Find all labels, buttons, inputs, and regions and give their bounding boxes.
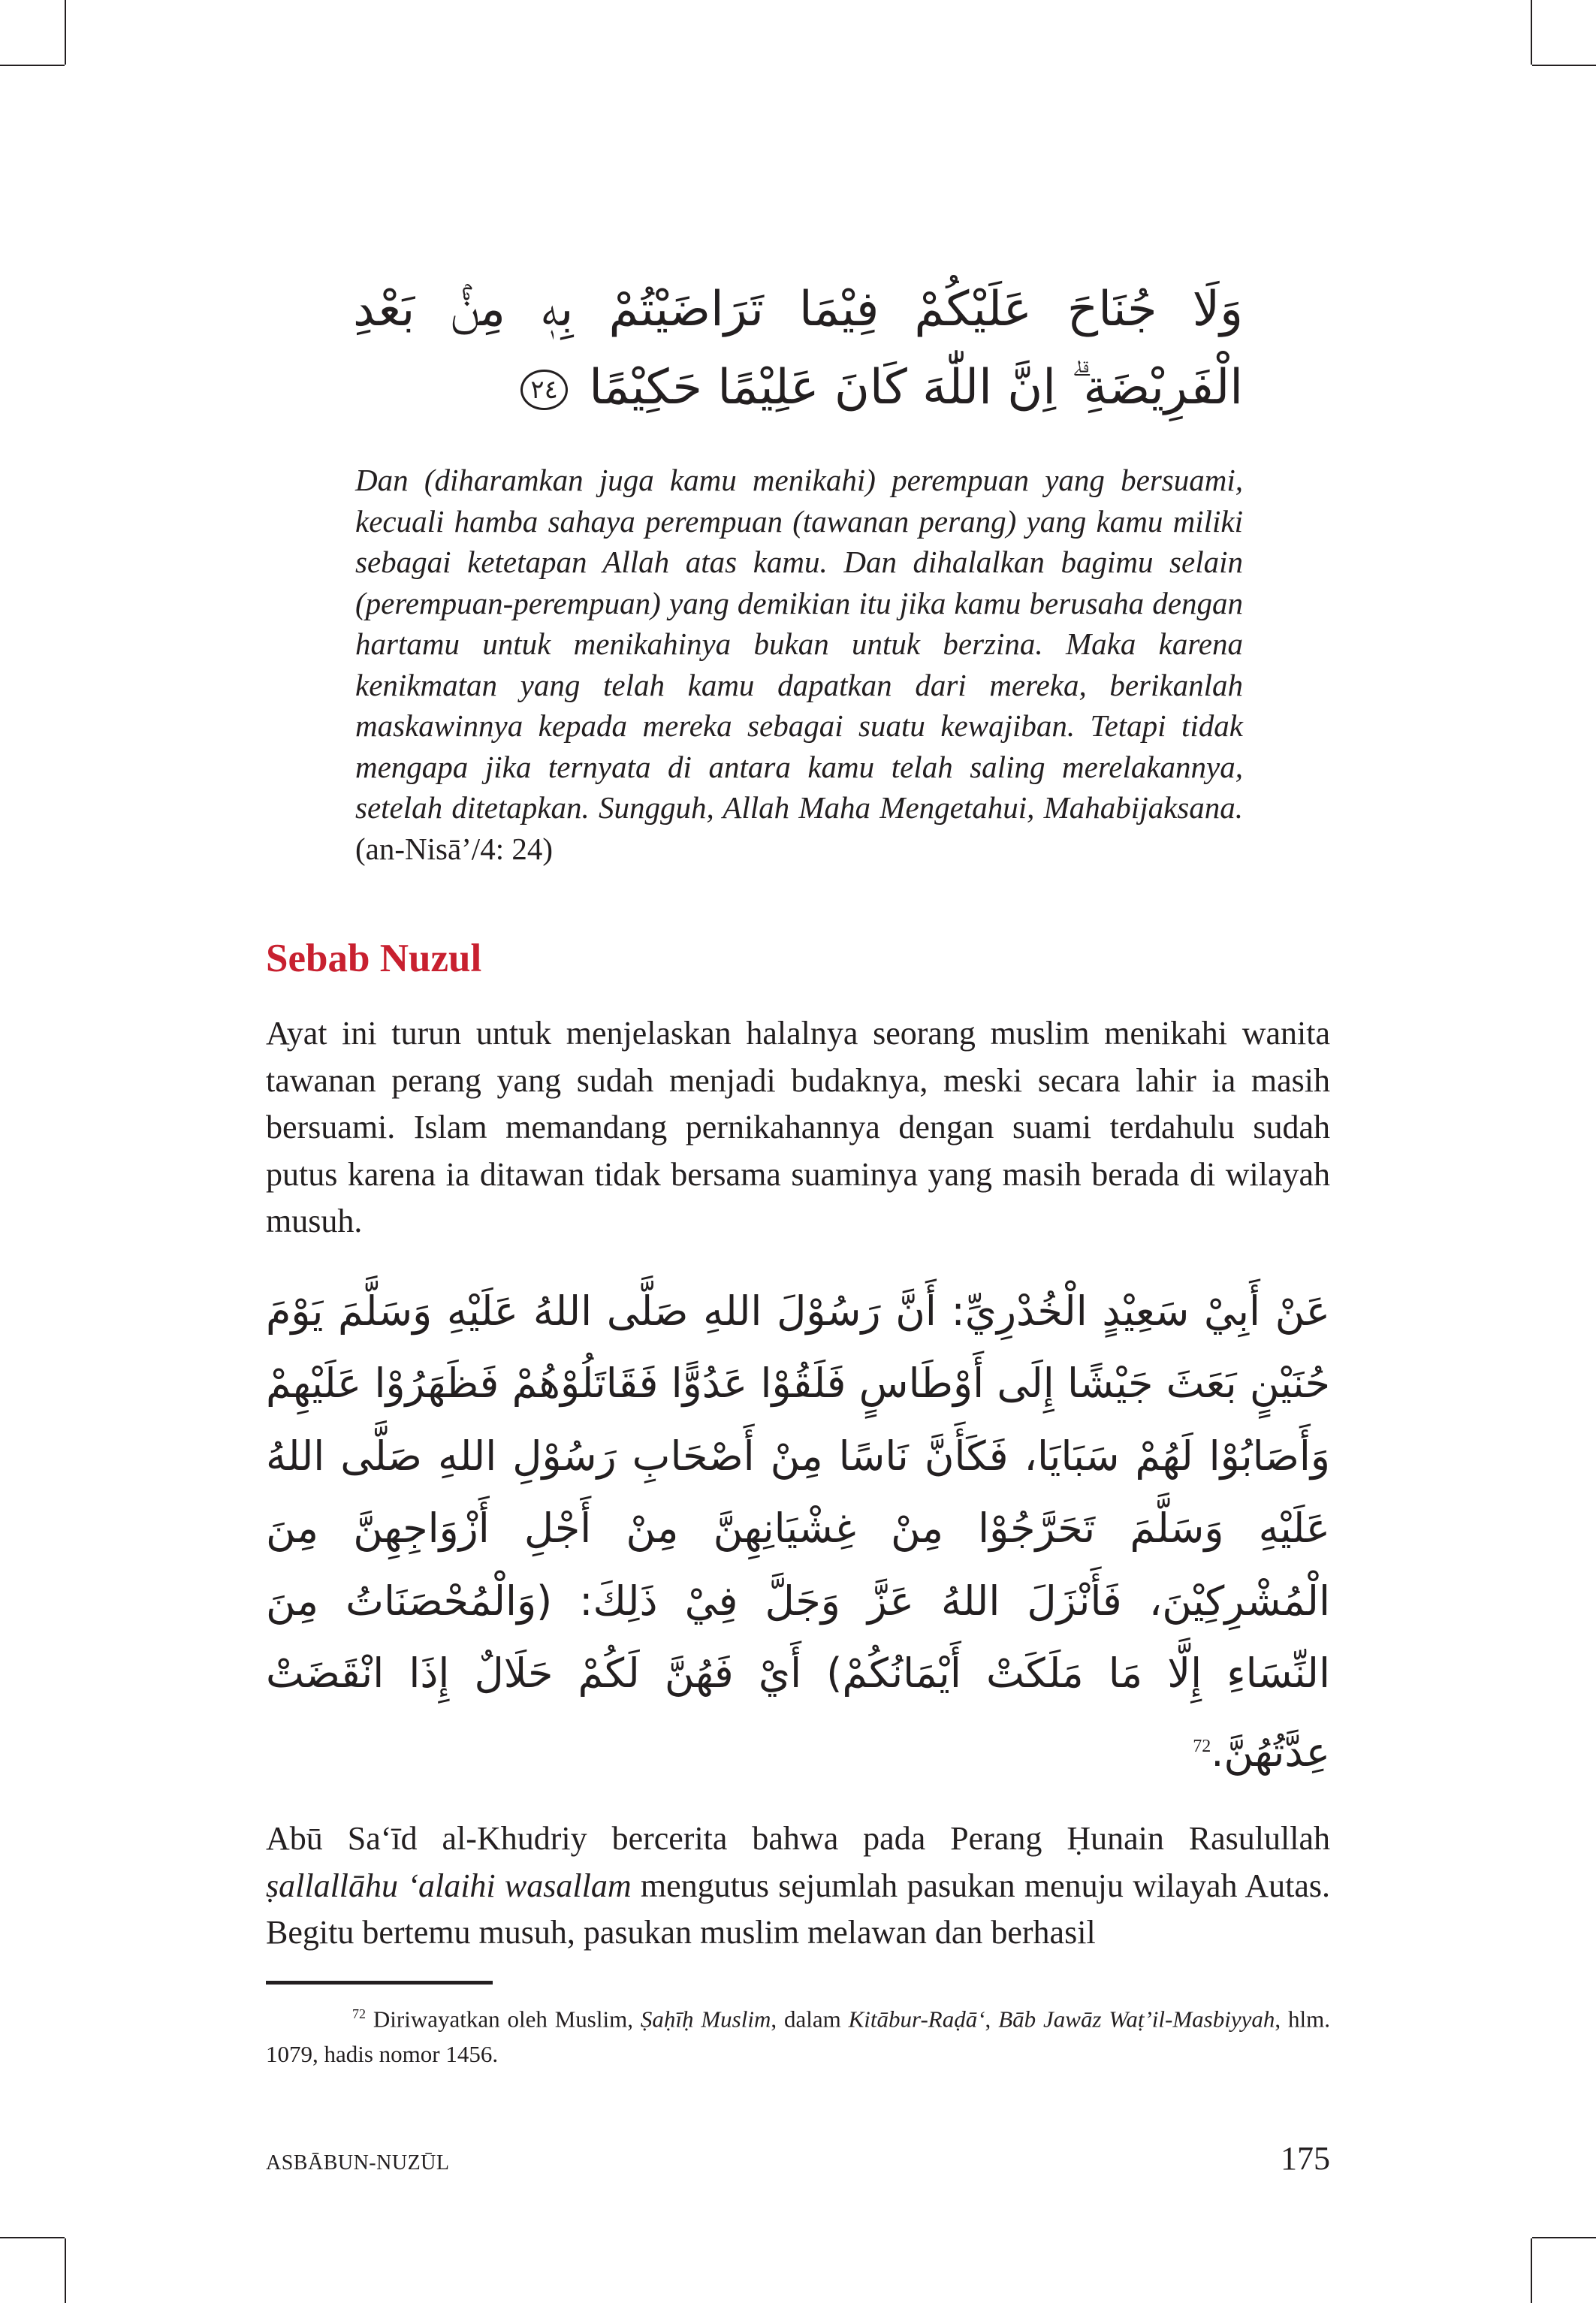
italic-text: Kitābur-Raḍā‘ [848, 2005, 985, 2032]
verse-translation [355, 460, 1243, 869]
body-paragraph [266, 1816, 1330, 1957]
text: , dalam [771, 2005, 849, 2032]
running-head: ASBĀBUN-NUZŪL [266, 2151, 450, 2175]
footnote [266, 1997, 1330, 2072]
ayah-number-icon: ٢٤ [520, 370, 568, 410]
verse-reference: (an-Nisā’/4: 24) [355, 831, 553, 866]
section-heading: Sebab Nuzul [266, 937, 482, 980]
page-footer [266, 2139, 1330, 2178]
footnote-divider [266, 1981, 493, 1985]
footnote-number: 72 [352, 2006, 366, 2021]
text: , hlm. 1079, hadis nomor 1456. [266, 2005, 1330, 2067]
verse-text: وَلَا جُنَاحَ عَلَيْكُمْ فِيْمَا تَرَاضَيْتُمْ بِهٖ مِنْۢ بَعْدِ الْفَرِيْضَةِ ۗ اِنَّ اللّٰهَ كَانَ عَلِيْمًا حَكِيْمًا [353, 282, 1243, 415]
quran-verse [353, 270, 1243, 427]
text: mengutus sejumlah pasukan menuju wilayah Autas. Begitu bertemu musuh, pasukan muslim melawan dan berhasil [266, 1867, 1330, 1951]
footnote-ref[interactable]: 72 [1193, 1736, 1211, 1756]
text: Abū Sa‘īd al-Khudriy bercerita bahwa pada Perang Ḥunain Rasulullah [266, 1820, 1330, 1857]
text: Diriwayatkan oleh Muslim, [366, 2005, 641, 2032]
text: , [985, 2005, 999, 2032]
hadith-arabic: عَنْ أَبِيْ سَعِيْدٍ الْخُدْرِيِّ: أَنَّ رَسُوْلَ اللهِ صَلَّى اللهُ عَلَيْهِ وَسَلَّمَ يَوْمَ حُنَيْنٍ بَعَثَ جَيْشًا إِلَى أَوْطَاسٍ فَلَقُوْا عَدُوًّا فَقَاتَلُوْهُمْ فَظَهَرُوْا عَلَيْهِمْ وَأَصَابُوْا لَهُمْ سَبَايَا، فَكَأَنَّ نَاسًا مِنْ أَصْحَابِ رَسُوْلِ اللهِ صَلَّى اللهُ عَلَيْهِ وَسَلَّمَ تَحَرَّجُوْا مِنْ غِشْيَانِهِنَّ مِنْ أَجْلِ أَزْوَاجِهِنَّ مِنَ الْمُشْرِكِيْنَ، فَأَنْزَلَ اللهُ عَزَّ وَجَلَّ فِيْ ذَلِكَ: (وَالْمُحْصَنَاتُ مِنَ النِّسَاءِ إِلَّا مَا مَلَكَتْ أَيْمَانُكُمْ) أَيْ فَهُنَّ لَكُمْ حَلَالٌ إِذَا انْقَضَتْ عِدَّتُهُنَّ. [266, 1287, 1330, 1776]
italic-text: ṣallallāhu ‘alaihi wasallam [266, 1867, 632, 1904]
italic-text: Bāb Jawāz Waṭ’il-Masbiyyah [998, 2005, 1275, 2032]
hadith-text [266, 1275, 1330, 1789]
translation-text: Dan (diharamkan juga kamu menikahi) perempuan yang bersuami, kecuali hamba sahaya perempuan (tawanan perang) yang kamu miliki sebagai ketetapan Allah atas kamu. Dan dihalalkan bagimu selain (perempuan-perempuan) yang demikian itu jika kamu berusaha dengan hartamu untuk menikahinya bukan untuk berzina. Maka karena kenikmatan yang telah kamu dapatkan dari mereka, berikanlah maskawinnya kepada mereka sebagai suatu kewajiban. Tetapi tidak mengapa jika ternyata di antara kamu telah saling merelakannya, setelah ditetapkan. Sungguh, Allah Maha Mengetahui, Mahabijaksana. [355, 463, 1243, 825]
body-paragraph: Ayat ini turun untuk menjelaskan halalnya seorang muslim menikahi wanita tawanan perang yang sudah menjadi budaknya, meski secara lahir ia masih bersuami. Islam memandang pernikahannya dengan suami terdahulu sudah putus karena ia ditawan tidak bersama suaminya yang masih berada di wilayah musuh. [266, 1015, 1330, 1239]
italic-text: Ṣaḥīḥ Muslim [640, 2005, 771, 2032]
page-number: 175 [1281, 2139, 1330, 2177]
